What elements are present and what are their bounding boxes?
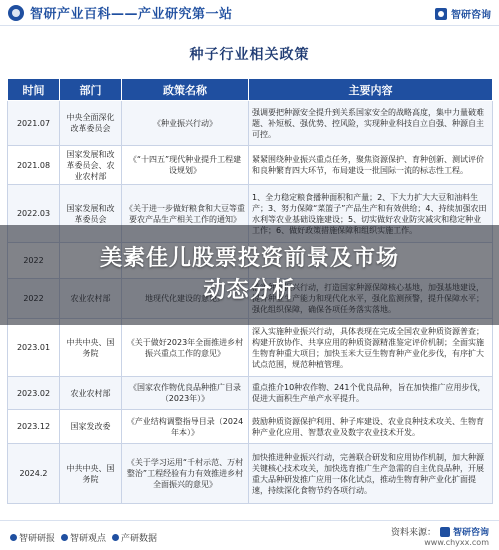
cell-time: 2023.02	[8, 377, 60, 410]
cell-time: 2021.08	[8, 146, 60, 185]
table-header-row	[8, 79, 493, 101]
cell-content: 重点推介10种农作物、241个优良品种，旨在加快推广应用步伐，促进大面积生产单产水平提升。	[249, 377, 493, 410]
source-url[interactable]: www.chyxx.com	[424, 538, 489, 547]
source-name: 智研咨询	[452, 528, 489, 538]
cell-name: 《“十四五”现代种业提升工程建设规划》	[122, 146, 249, 185]
column-header: 部门	[60, 79, 122, 101]
cell-dept: 国家发展和改革委员会	[60, 185, 122, 243]
cell-time: 2021.07	[8, 101, 60, 146]
cell-dept: 中共中央、国务院	[60, 319, 122, 377]
table-row	[8, 146, 493, 185]
headline-line-1: 美素佳儿股票投资前景及市场	[99, 246, 399, 271]
headline-overlay[interactable]	[0, 225, 499, 325]
headline-line-2: 动态分析	[203, 278, 296, 303]
source-credit	[391, 525, 489, 538]
source-label: 资料来源：	[390, 528, 436, 538]
brand-mark-icon	[435, 8, 447, 20]
table-title: 种子行业相关政策	[189, 47, 310, 63]
column-header: 时间	[8, 79, 60, 101]
cell-time: 2023.01	[8, 319, 60, 377]
cell-dept: 中央全面深化改革委员会	[60, 101, 122, 146]
cell-name: 《种业振兴行动》	[122, 101, 249, 146]
brand-logo	[435, 6, 491, 21]
cell-dept: 农业农村部	[60, 377, 122, 410]
footer-link-views[interactable]: 智研观点	[61, 531, 106, 544]
cell-dept: 国家发展和改革委员会、农业农村部	[60, 146, 122, 185]
brand-mark-icon	[440, 527, 450, 537]
cell-time: 2024.2	[8, 444, 60, 504]
footer-link-data[interactable]: 产研数据	[112, 531, 157, 544]
cell-dept: 国家发改委	[60, 410, 122, 444]
footer-link-reports[interactable]: 智研研报	[10, 531, 55, 544]
brand-name: 智研咨询	[451, 10, 491, 21]
column-header: 主要内容	[249, 79, 493, 101]
table-row	[8, 319, 493, 377]
top-bar	[0, 0, 499, 26]
footer-links	[10, 531, 157, 544]
table-row	[8, 377, 493, 410]
cell-content: 鼓励种质资源保护利用、种子库建设、农业良种技术攻关、生物育种产业化应用、智慧农业及数字农业技术开发。	[249, 410, 493, 444]
cell-name: 《关于做好2023年全面推进乡村振兴重点工作的意见》	[122, 319, 249, 377]
site-title: 智研产业百科——产业研究第一站	[30, 7, 233, 22]
cell-content: 深入实施种业振兴行动，具体表现在完成全国农业种质资源普查；构建开放协作、共享应用的种质资源精准鉴定评价机制；全面实施生物育种重大项目；加快玉米大豆生物育种产业化步伐，有序扩大试点范围，规范种植管理。	[249, 319, 493, 377]
report-icon	[10, 534, 17, 541]
table-row	[8, 444, 493, 504]
data-icon	[112, 534, 119, 541]
cell-dept: 中共中央、国务院	[60, 444, 122, 504]
table-row	[8, 101, 493, 146]
column-header: 政策名称	[122, 79, 249, 101]
cell-content: 1、全力稳定粮食播种面积和产量；2、下大力扩大大豆和油料生产；3、努力保障“菜篮子”产品生产和有效供给；4、持续加强农田水利等农业基础设施建设；5、切实做好农业防灾减灾和稳定种业	[249, 185, 493, 243]
table-row	[8, 410, 493, 444]
cell-name: 《产业结构调整指导目录（2024年本）》	[122, 410, 249, 444]
cell-name: 《关于进一步做好粮食和大豆等重要农产品生产相关工作的通知》	[122, 185, 249, 243]
cell-time: 2022.03	[8, 185, 60, 243]
cell-content: 紧紧围绕种业振兴重点任务，聚焦资源保护、育种创新、测试评价和良种繁育四大环节，布局建设一批国际一流的标志性工程。	[249, 146, 493, 185]
footer	[0, 520, 499, 550]
view-icon	[61, 534, 68, 541]
cell-name: 《国家农作物优良品种推广目录（2023年）》	[122, 377, 249, 410]
cell-content: 加快推进种业振兴行动，完善联合研发和应用协作机制，加大种源关键核心技术攻关，加快选育推广生产急需的自主优良品种，开展重大品种研发推广应用一体化试点，推动生物育种产业化扩面提速，持续深化食物节约各项行动。	[249, 444, 493, 504]
cell-name: 《关于学习运用“千村示范、万村整治”工程经验有力有效推进乡村全面振兴的意见》	[122, 444, 249, 504]
cell-time: 2023.12	[8, 410, 60, 444]
cell-content: 强调要把种源安全提升到关系国家安全的战略高度，集中力量破难题、补短板、强优势、控风险，实现种业科技自立自强、种源自主可控。	[249, 101, 493, 146]
logo-icon	[8, 5, 24, 21]
